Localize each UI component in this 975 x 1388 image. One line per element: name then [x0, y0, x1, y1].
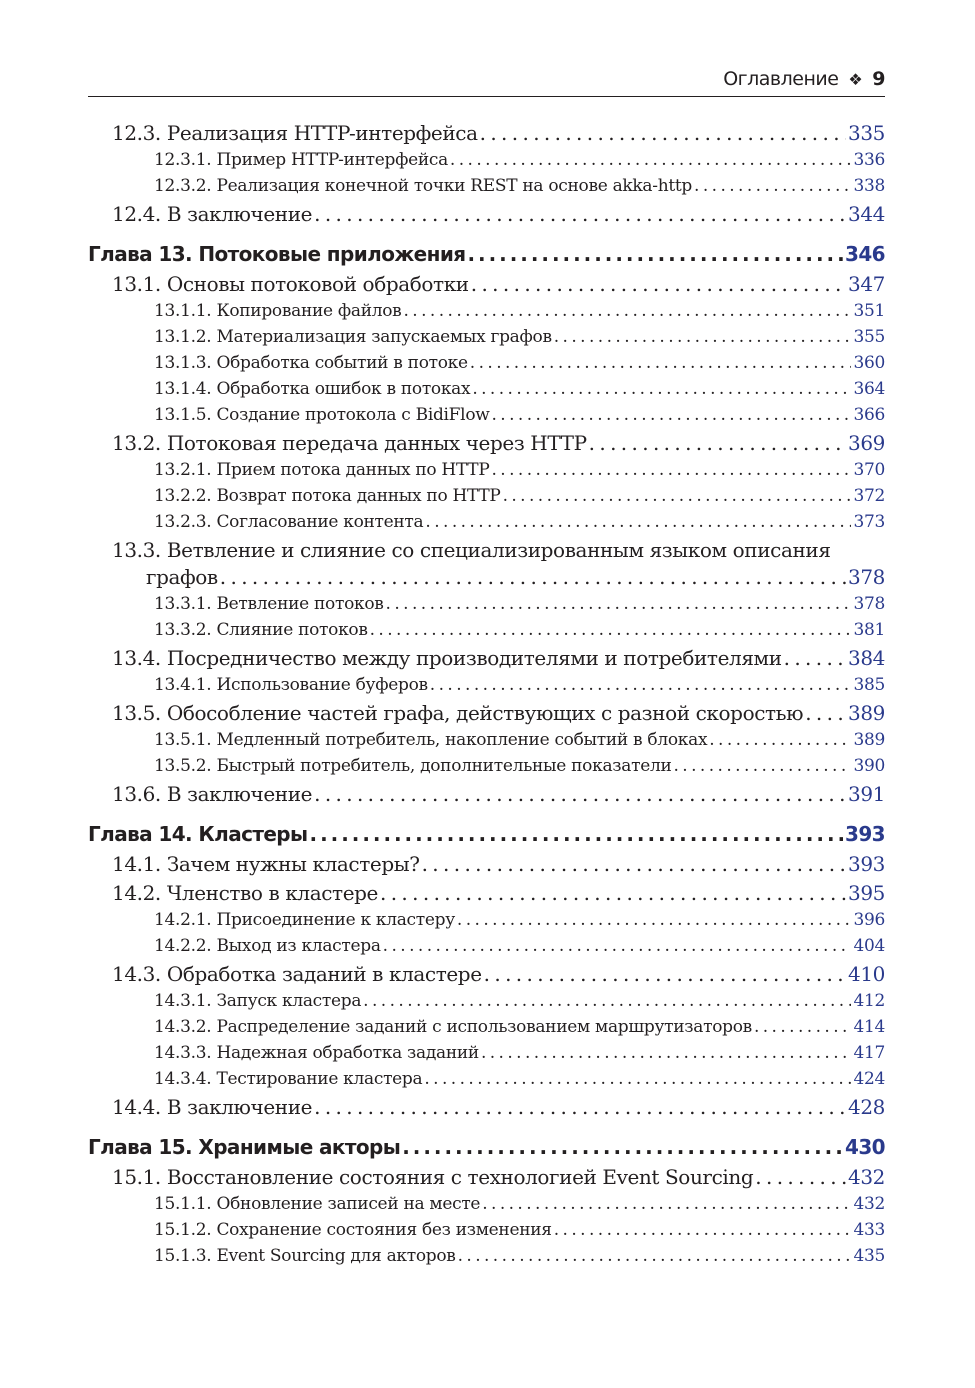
- toc-section[interactable]: [88, 1165, 885, 1194]
- toc-subsection[interactable]: [88, 512, 885, 538]
- toc-section[interactable]: [88, 1095, 885, 1124]
- toc-entry-label: 13.5.2. Быстрый потребитель, дополнительные показатели: [154, 756, 672, 776]
- toc-entry-label: 13.3.2. Слияние потоков: [154, 620, 368, 640]
- toc-page-number[interactable]: 404: [853, 936, 885, 956]
- toc-page-number[interactable]: 432: [853, 1194, 885, 1214]
- toc-entry-label: 13.1. Основы потоковой обработки: [112, 272, 469, 296]
- dot-leader: [458, 1246, 852, 1266]
- toc-page-number[interactable]: 391: [848, 782, 885, 806]
- toc-entry-label: 13.1.1. Копирование файлов: [154, 301, 402, 321]
- toc-page-number[interactable]: 414: [853, 1017, 885, 1037]
- dot-leader: [425, 512, 851, 532]
- toc-page-number[interactable]: 364: [853, 379, 885, 399]
- toc-section[interactable]: [88, 431, 885, 460]
- dot-leader: [472, 379, 851, 399]
- toc-entry-label: 13.5. Обособление частей графа, действующих с разной скоростью: [112, 701, 804, 725]
- toc-page-number[interactable]: 335: [848, 121, 885, 145]
- toc-section[interactable]: [88, 782, 885, 811]
- toc-entry-label: 13.2.3. Согласование контента: [154, 512, 424, 532]
- toc-subsection[interactable]: [88, 1220, 885, 1246]
- toc-entry-line[interactable]: 13.3. Ветвление и слияние со специализированным языком описания: [112, 538, 831, 562]
- toc-entry-label: 14.4. В заключение: [112, 1095, 313, 1119]
- toc-page-number[interactable]: 373: [853, 512, 885, 532]
- toc-entry-label: 13.4. Посредничество между производителями и потребителями: [112, 646, 782, 670]
- toc-page-number[interactable]: 433: [853, 1220, 885, 1240]
- dot-leader: [554, 327, 852, 347]
- dot-leader: [310, 822, 844, 846]
- toc-entry-label: 13.1.2. Материализация запускаемых графов: [154, 327, 552, 347]
- toc-page-number[interactable]: 347: [848, 272, 885, 296]
- toc-page-number[interactable]: 355: [853, 327, 885, 347]
- toc-page-number[interactable]: 435: [853, 1246, 885, 1266]
- toc-entry-label: графов: [146, 565, 218, 589]
- dot-leader: [805, 701, 846, 725]
- dot-leader: [471, 272, 846, 296]
- toc-entry-label: 12.3.2. Реализация конечной точки REST на основе akka-http: [154, 176, 693, 196]
- table-of-contents: [88, 121, 885, 1272]
- dot-leader: [363, 991, 851, 1011]
- toc-entry-label: 13.2.2. Возврат потока данных по HTTP: [154, 486, 501, 506]
- ornament-icon: ❖: [848, 70, 863, 89]
- dot-leader: [424, 1069, 851, 1089]
- dot-leader: [492, 460, 852, 480]
- toc-subsection[interactable]: [88, 301, 885, 327]
- toc-subsection[interactable]: [88, 991, 885, 1017]
- dot-leader: [589, 431, 846, 455]
- toc-entry-label: 14.2.2. Выход из кластера: [154, 936, 381, 956]
- toc-subsection[interactable]: [88, 379, 885, 405]
- dot-leader: [370, 620, 852, 640]
- toc-chapter[interactable]: [88, 822, 885, 852]
- toc-entry-label: 13.1.3. Обработка событий в потоке: [154, 353, 468, 373]
- toc-subsection[interactable]: [88, 405, 885, 431]
- dot-leader: [482, 1194, 851, 1214]
- toc-section[interactable]: [88, 962, 885, 991]
- toc-section[interactable]: [88, 272, 885, 301]
- toc-entry-label: 13.1.4. Обработка ошибок в потоках: [154, 379, 471, 399]
- toc-entry-label: 14.1. Зачем нужны кластеры?: [112, 852, 420, 876]
- toc-page-number[interactable]: 393: [845, 822, 885, 846]
- dot-leader: [383, 936, 852, 956]
- dot-leader: [480, 121, 846, 145]
- toc-page-number[interactable]: 395: [848, 881, 885, 905]
- toc-page-number[interactable]: 346: [845, 242, 885, 266]
- toc-entry-label: Глава 14. Кластеры: [88, 822, 308, 846]
- toc-subsection[interactable]: [88, 1043, 885, 1069]
- toc-page-number[interactable]: 393: [848, 852, 885, 876]
- dot-leader: [457, 910, 852, 930]
- toc-page-number[interactable]: 424: [853, 1069, 885, 1089]
- toc-subsection[interactable]: [88, 936, 885, 962]
- dot-leader: [554, 1220, 852, 1240]
- toc-page-number[interactable]: 396: [853, 910, 885, 930]
- toc-subsection[interactable]: [88, 1246, 885, 1272]
- dot-leader: [694, 176, 851, 196]
- toc-entry-label: 14.3.2. Распределение заданий с использованием маршрутизаторов: [154, 1017, 752, 1037]
- toc-section[interactable]: [88, 202, 885, 231]
- dot-leader: [492, 405, 852, 425]
- toc-entry-label: 13.2.1. Прием потока данных по HTTP: [154, 460, 490, 480]
- toc-page-number[interactable]: 378: [853, 594, 885, 614]
- toc-section[interactable]: [88, 121, 885, 150]
- toc-subsection[interactable]: [88, 675, 885, 701]
- toc-entry-label: 14.3.4. Тестирование кластера: [154, 1069, 423, 1089]
- toc-section[interactable]: [88, 701, 885, 730]
- dot-leader: [402, 1135, 843, 1159]
- toc-page-number[interactable]: 412: [853, 991, 885, 1011]
- toc-entry-label: 14.3. Обработка заданий в кластере: [112, 962, 482, 986]
- toc-entry-label: 14.3.3. Надежная обработка заданий: [154, 1043, 479, 1063]
- toc-subsection[interactable]: [88, 1017, 885, 1043]
- toc-entry-label: 15.1.3. Event Sourcing для акторов: [154, 1246, 456, 1266]
- toc-chapter[interactable]: [88, 1135, 885, 1165]
- toc-page-number[interactable]: 338: [853, 176, 885, 196]
- toc-entry-label: 12.4. В заключение: [112, 202, 313, 226]
- toc-page-number[interactable]: 389: [853, 730, 885, 750]
- toc-subsection[interactable]: [88, 1194, 885, 1220]
- toc-entry-label: Глава 15. Хранимые акторы: [88, 1135, 401, 1159]
- dot-leader: [755, 1165, 846, 1189]
- toc-page-number[interactable]: 372: [853, 486, 885, 506]
- toc-page-number[interactable]: 370: [853, 460, 885, 480]
- toc-subsection[interactable]: [88, 620, 885, 646]
- toc-entry-label: 13.2. Потоковая передача данных через HTTP: [112, 431, 587, 455]
- toc-page-number[interactable]: 410: [848, 962, 885, 986]
- dot-leader: [450, 150, 852, 170]
- toc-entry-label: 13.3.1. Ветвление потоков: [154, 594, 384, 614]
- dot-leader: [314, 782, 846, 806]
- dot-leader: [784, 646, 846, 670]
- header-content: [723, 68, 885, 90]
- toc-entry-label: 14.3.1. Запуск кластера: [154, 991, 362, 1011]
- dot-leader: [403, 301, 851, 321]
- toc-subsection[interactable]: [88, 756, 885, 782]
- toc-subsection[interactable]: [88, 486, 885, 512]
- toc-subsection[interactable]: [88, 910, 885, 936]
- toc-page-number[interactable]: 360: [853, 353, 885, 373]
- dot-leader: [422, 852, 846, 876]
- dot-leader: [709, 730, 851, 750]
- toc-subsection[interactable]: [88, 176, 885, 202]
- toc-subsection[interactable]: [88, 353, 885, 379]
- toc-subsection[interactable]: [88, 594, 885, 620]
- toc-subsection[interactable]: [88, 327, 885, 353]
- toc-subsection[interactable]: [88, 730, 885, 756]
- toc-page-number[interactable]: 428: [848, 1095, 885, 1119]
- toc-section[interactable]: [88, 852, 885, 881]
- toc-entry-label: 14.2.1. Присоединение к кластеру: [154, 910, 455, 930]
- toc-entry-label: 12.3.1. Пример HTTP-интерфейса: [154, 150, 448, 170]
- toc-page-number[interactable]: 381: [853, 620, 885, 640]
- dot-leader: [314, 202, 846, 226]
- toc-entry-label: 15.1. Восстановление состояния с технологией Event Sourcing: [112, 1165, 754, 1189]
- toc-section[interactable]: [88, 881, 885, 910]
- toc-entry-continuation[interactable]: [88, 565, 885, 594]
- toc-page-number[interactable]: 344: [848, 202, 885, 226]
- toc-subsection[interactable]: [88, 1069, 885, 1095]
- header-section-title: Оглавление: [723, 68, 839, 90]
- toc-entry-label: 13.1.5. Создание протокола с BidiFlow: [154, 405, 490, 425]
- toc-entry-label: 15.1.1. Обновление записей на месте: [154, 1194, 481, 1214]
- running-header: [88, 64, 885, 97]
- toc-subsection[interactable]: [88, 150, 885, 176]
- toc-page-number[interactable]: 369: [848, 431, 885, 455]
- toc-page-number[interactable]: 389: [848, 701, 885, 725]
- toc-entry-label: 13.6. В заключение: [112, 782, 313, 806]
- toc-section[interactable]: [88, 646, 885, 675]
- toc-page-number[interactable]: 430: [845, 1135, 885, 1159]
- toc-entry-label: 13.4.1. Использование буферов: [154, 675, 428, 695]
- toc-entry-label: 14.2. Членство в кластере: [112, 881, 378, 905]
- toc-page-number[interactable]: 385: [853, 675, 885, 695]
- header-page-number: 9: [872, 68, 885, 90]
- toc-entry-label: 15.1.2. Сохранение состояния без изменения: [154, 1220, 552, 1240]
- toc-page-number[interactable]: 378: [848, 565, 885, 589]
- toc-page-number[interactable]: 390: [853, 756, 885, 776]
- toc-page-number[interactable]: 351: [853, 301, 885, 321]
- dot-leader: [481, 1043, 852, 1063]
- toc-page-number[interactable]: 384: [848, 646, 885, 670]
- toc-subsection[interactable]: [88, 460, 885, 486]
- dot-leader: [467, 242, 843, 266]
- toc-page-number[interactable]: 366: [853, 405, 885, 425]
- toc-entry-label: 12.3. Реализация HTTP-интерфейса: [112, 121, 478, 145]
- toc-page-number[interactable]: 336: [853, 150, 885, 170]
- toc-page-number[interactable]: 417: [853, 1043, 885, 1063]
- dot-leader: [380, 881, 846, 905]
- dot-leader: [673, 756, 851, 776]
- dot-leader: [484, 962, 846, 986]
- toc-entry-label: 13.5.1. Медленный потребитель, накопление событий в блоках: [154, 730, 708, 750]
- dot-leader: [503, 486, 852, 506]
- dot-leader: [470, 353, 852, 373]
- dot-leader: [220, 565, 846, 589]
- dot-leader: [314, 1095, 846, 1119]
- dot-leader: [754, 1017, 852, 1037]
- dot-leader: [386, 594, 852, 614]
- toc-entry-label: Глава 13. Потоковые приложения: [88, 242, 466, 266]
- toc-chapter[interactable]: [88, 242, 885, 272]
- toc-page-number[interactable]: 432: [848, 1165, 885, 1189]
- dot-leader: [430, 675, 852, 695]
